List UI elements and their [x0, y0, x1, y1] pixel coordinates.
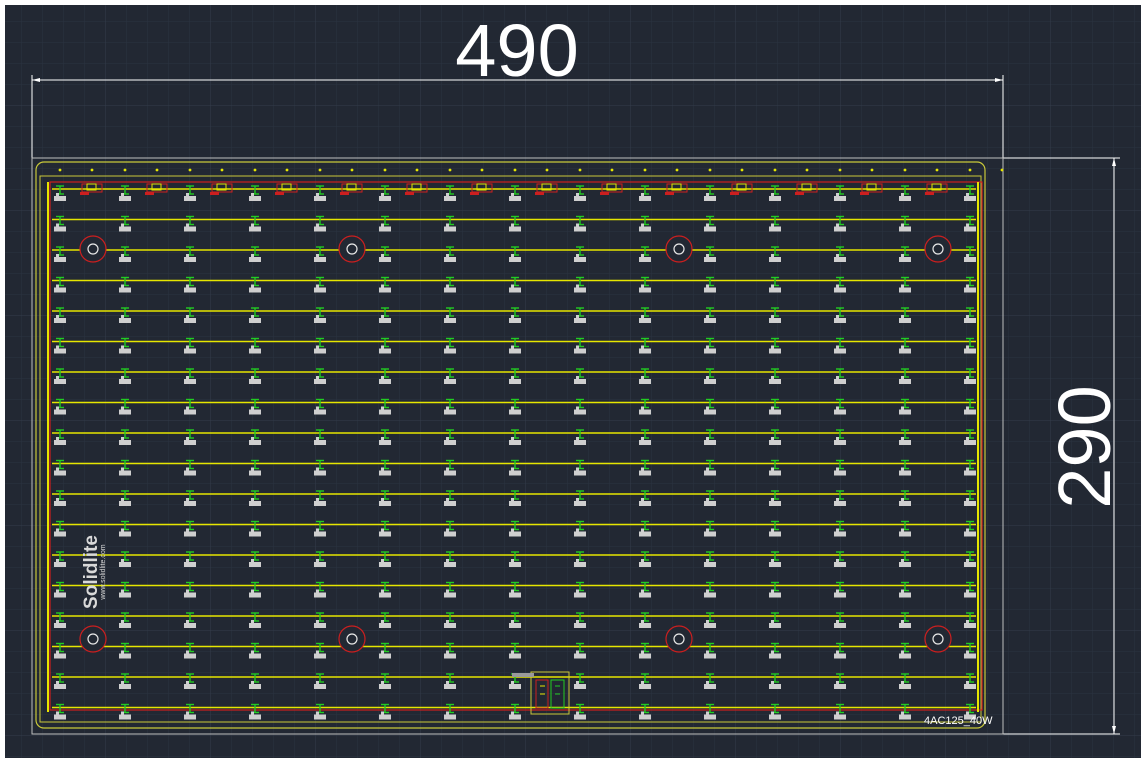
height-dimension-text: 290	[1043, 385, 1126, 509]
test-point	[936, 169, 939, 172]
test-point	[351, 169, 354, 172]
test-point	[91, 169, 94, 172]
test-point	[839, 169, 842, 172]
mounting-hole	[339, 236, 365, 262]
test-point	[904, 169, 907, 172]
test-point	[806, 169, 809, 172]
test-point	[124, 169, 127, 172]
test-point	[969, 169, 972, 172]
mounting-hole	[80, 626, 106, 652]
test-point	[774, 169, 777, 172]
test-point	[319, 169, 322, 172]
test-point	[709, 169, 712, 172]
mounting-hole	[666, 626, 692, 652]
test-point	[579, 169, 582, 172]
test-point	[156, 169, 159, 172]
test-point	[286, 169, 289, 172]
test-point	[644, 169, 647, 172]
test-point	[384, 169, 387, 172]
test-point	[416, 169, 419, 172]
test-point	[189, 169, 192, 172]
mounting-hole	[925, 236, 951, 262]
mounting-hole	[339, 626, 365, 652]
brand-logo	[81, 535, 107, 609]
test-point	[449, 169, 452, 172]
test-point	[59, 169, 62, 172]
test-point	[546, 169, 549, 172]
test-point	[254, 169, 257, 172]
test-point	[1001, 169, 1004, 172]
test-point	[741, 169, 744, 172]
mounting-hole	[666, 236, 692, 262]
test-point	[481, 169, 484, 172]
test-point	[514, 169, 517, 172]
mounting-hole	[80, 236, 106, 262]
test-point	[871, 169, 874, 172]
width-dimension-text: 490	[455, 9, 579, 92]
test-point	[611, 169, 614, 172]
model-label: 4AC125_40W	[924, 715, 993, 727]
brand-name: Solidlite	[81, 535, 102, 609]
brand-url: www.solidlite.com	[100, 544, 107, 600]
test-point	[676, 169, 679, 172]
mounting-hole	[925, 626, 951, 652]
test-point	[221, 169, 224, 172]
